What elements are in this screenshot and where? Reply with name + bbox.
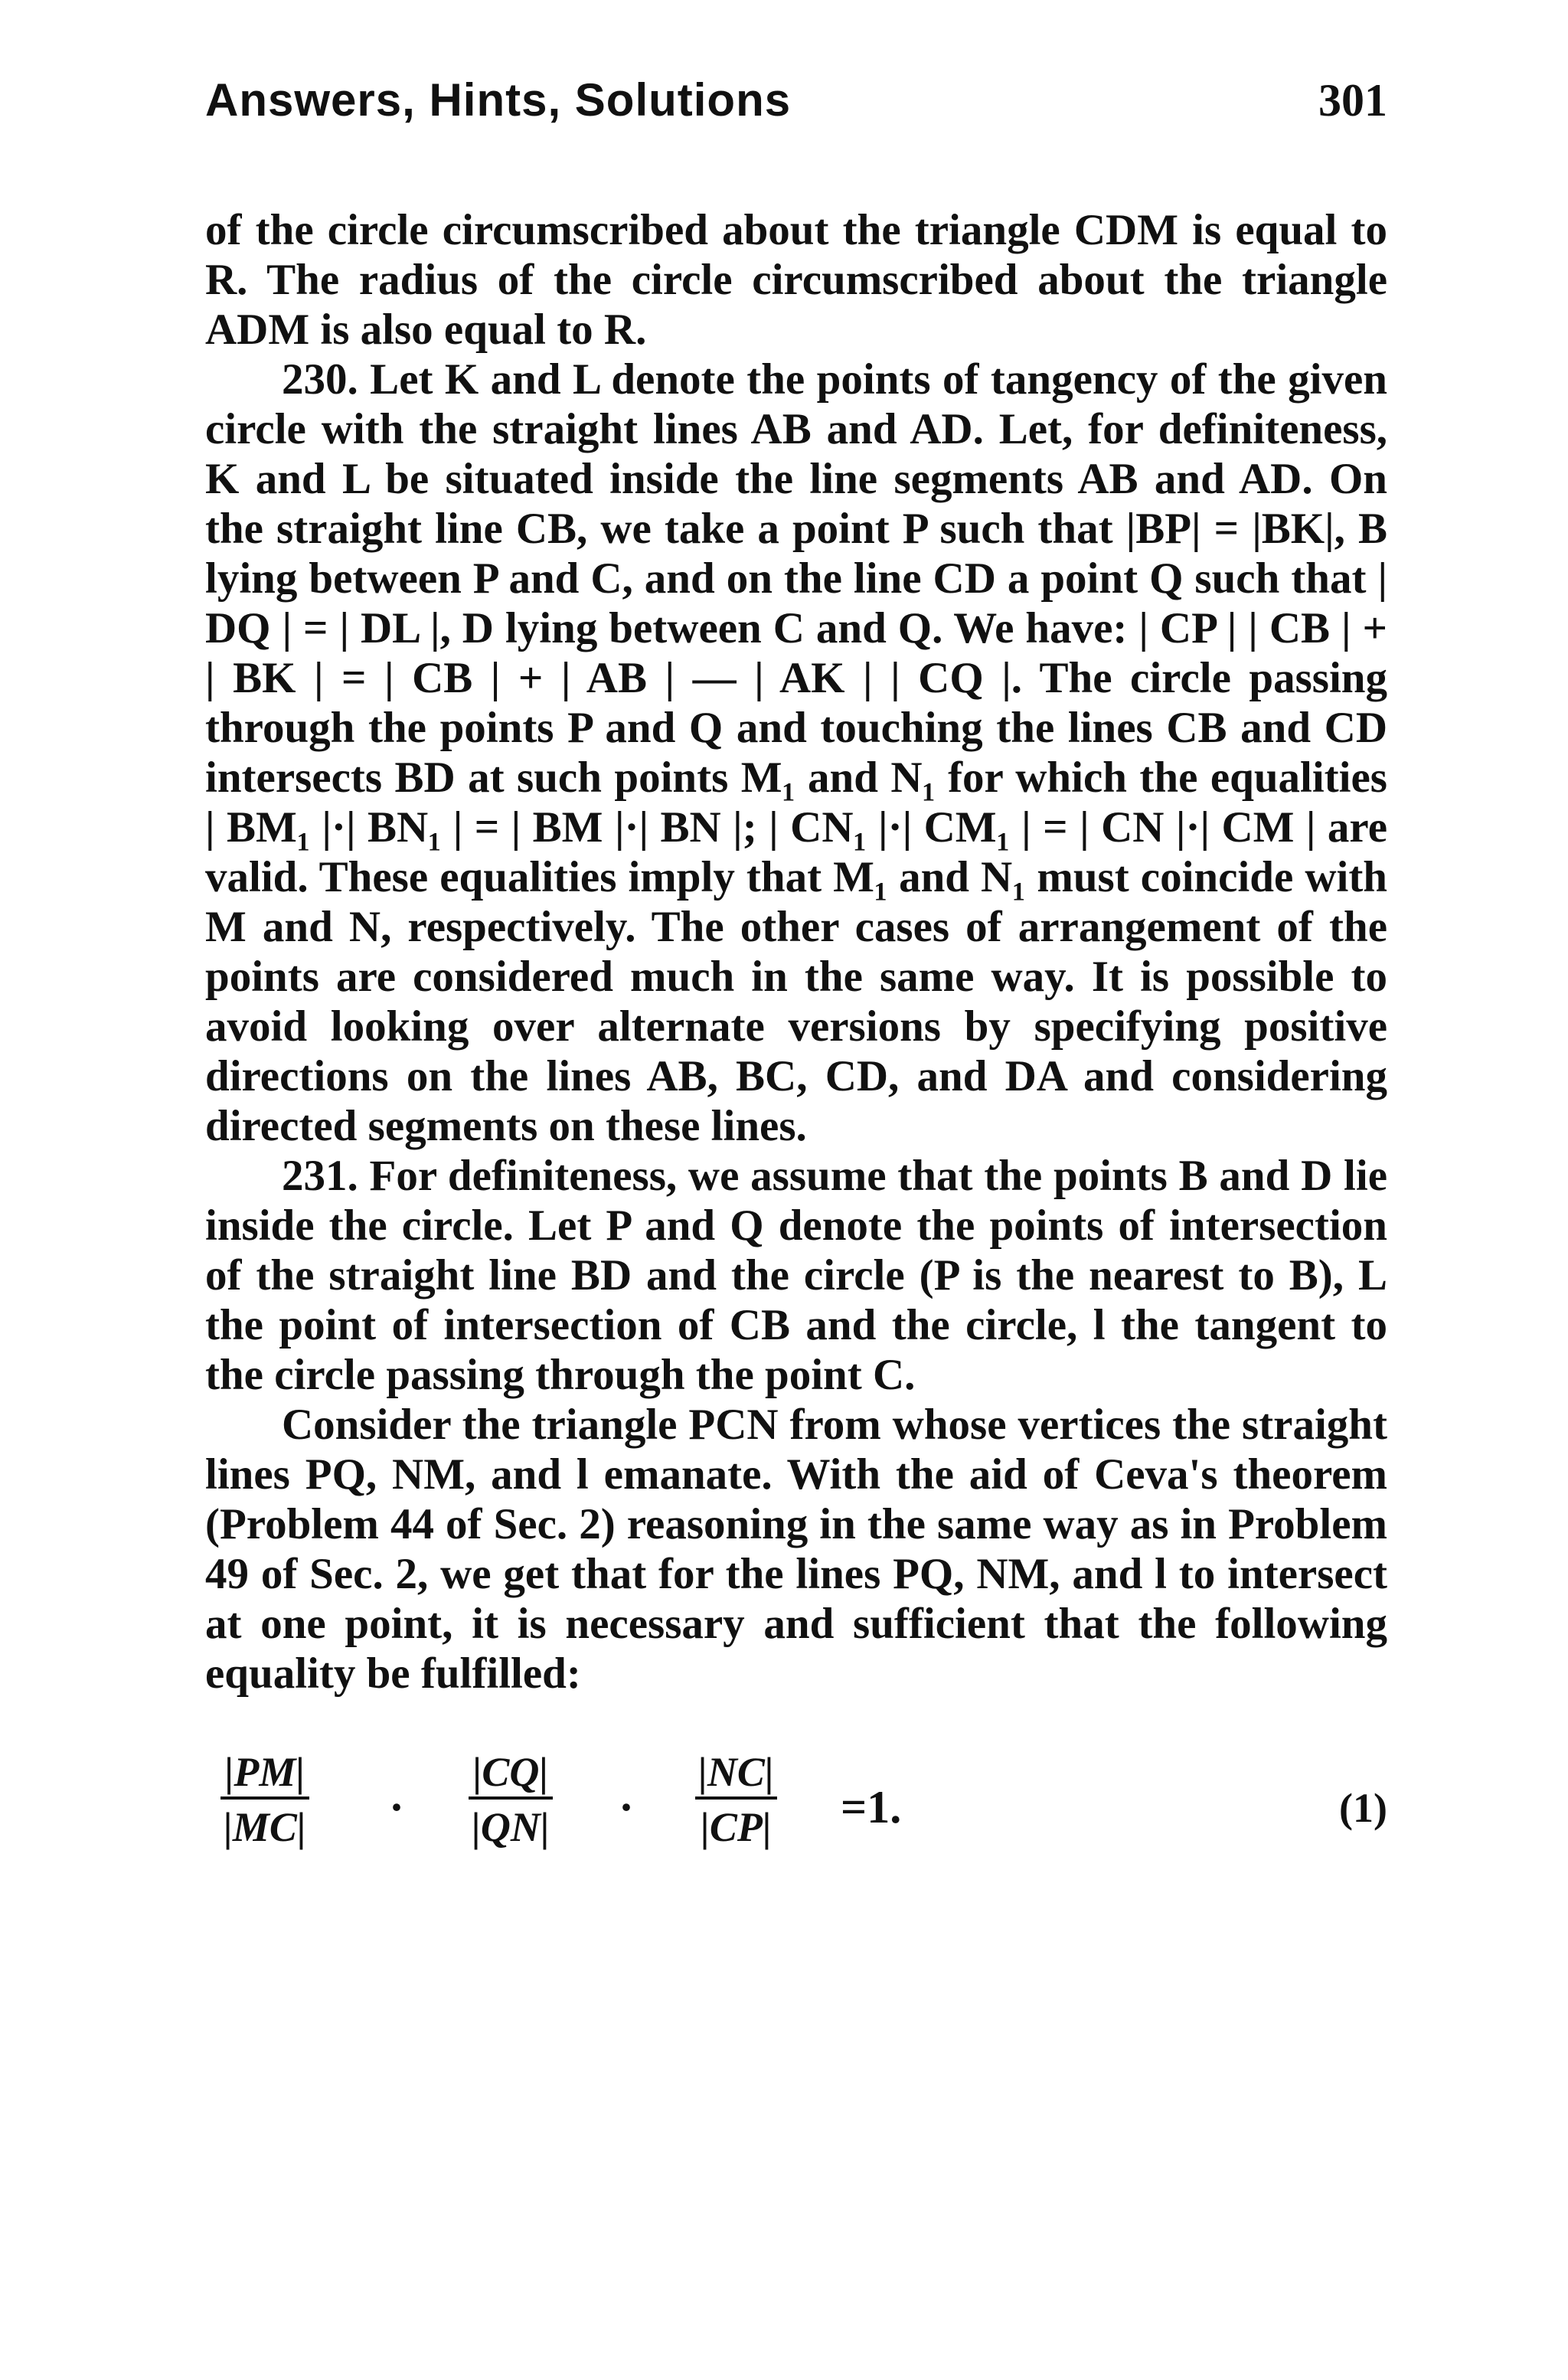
book-page	[205, 74, 1387, 1885]
running-header	[205, 74, 1387, 158]
fraction-numerator: |NC|	[695, 1747, 777, 1800]
paragraph-ceva: Consider the triangle PCN from whose vertices the straight lines PQ, NM, and l emanate. With the aid of Ceva's theorem (Problem 44 of Sec. 2) reasoning in the same way as in Problem 49 of Sec. 2, we get that for the lines PQ, NM, and l to intersect at one point, it is necessary and sufficient that the following equality be fulfilled:	[205, 1401, 1387, 1698]
multiply-dot: ·	[389, 1782, 405, 1832]
fraction-numerator: |PM|	[220, 1747, 309, 1800]
fraction-denominator: |MC|	[224, 1804, 306, 1850]
multiply-dot: ·	[619, 1782, 635, 1832]
equation-result: =1.	[841, 1782, 902, 1832]
equation-1	[205, 1747, 1387, 1885]
fraction-cq-qn	[469, 1747, 553, 1855]
paragraph-continuation: of the circle circumscribed about the triangle CDM is equal to R. The radius of the circle circumscribed about the triangle ADM is also equal to R.	[205, 206, 1387, 354]
paragraph-problem-231: 231. For definiteness, we assume that the points B and D lie inside the circle. Let P and Q denote the points of intersection of the straight line BD and the circle (P is the nearest to B), L the point of intersection of CB and the circle, l the tangent to the circle passing through the point C.	[205, 1152, 1387, 1399]
fraction-denominator: |QN|	[472, 1804, 550, 1850]
paragraph-problem-230: 230. Let K and L denote the points of tangency of the given circle with the straight lines AB and AD. Let, for definiteness, K and L be situated inside the line segments AB and AD. On the straight line CB, we take a point P such that |BP| = |BK|, B lying between P and C, and on the line CD a point Q such that | DQ | = | DL |, D lying between C and Q. We have: | CP | | CB | + | BK | = | CB | + | AB | — | AK | | CQ |. The circle passing through the points P and Q and touching the lines CB and CD intersects BD at such points M₁ and N₁ for which the equalities | BM₁ |·| BN₁ | = | BM |·| BN |; | CN₁ |·| CM₁ | = | CN |·| CM | are valid. These equalities imply that M₁ and N₁ must coincide with M and N, respectively. The other cases of arrangement of the points are considered much in the same way. It is possible to avoid looking over alternate versions by specifying positive directions on the lines AB, BC, CD, and DA and considering directed segments on these lines.	[205, 355, 1387, 1150]
running-title: Answers, Hints, Solutions	[205, 74, 792, 126]
fraction-pm-mc	[220, 1747, 309, 1855]
fraction-numerator: |CQ|	[469, 1747, 553, 1800]
fraction-nc-cp	[695, 1747, 777, 1855]
equation-number: (1)	[1339, 1785, 1387, 1831]
fraction-denominator: |CP|	[701, 1804, 772, 1850]
page-number: 301	[1318, 75, 1387, 126]
page-body	[205, 205, 1387, 1698]
